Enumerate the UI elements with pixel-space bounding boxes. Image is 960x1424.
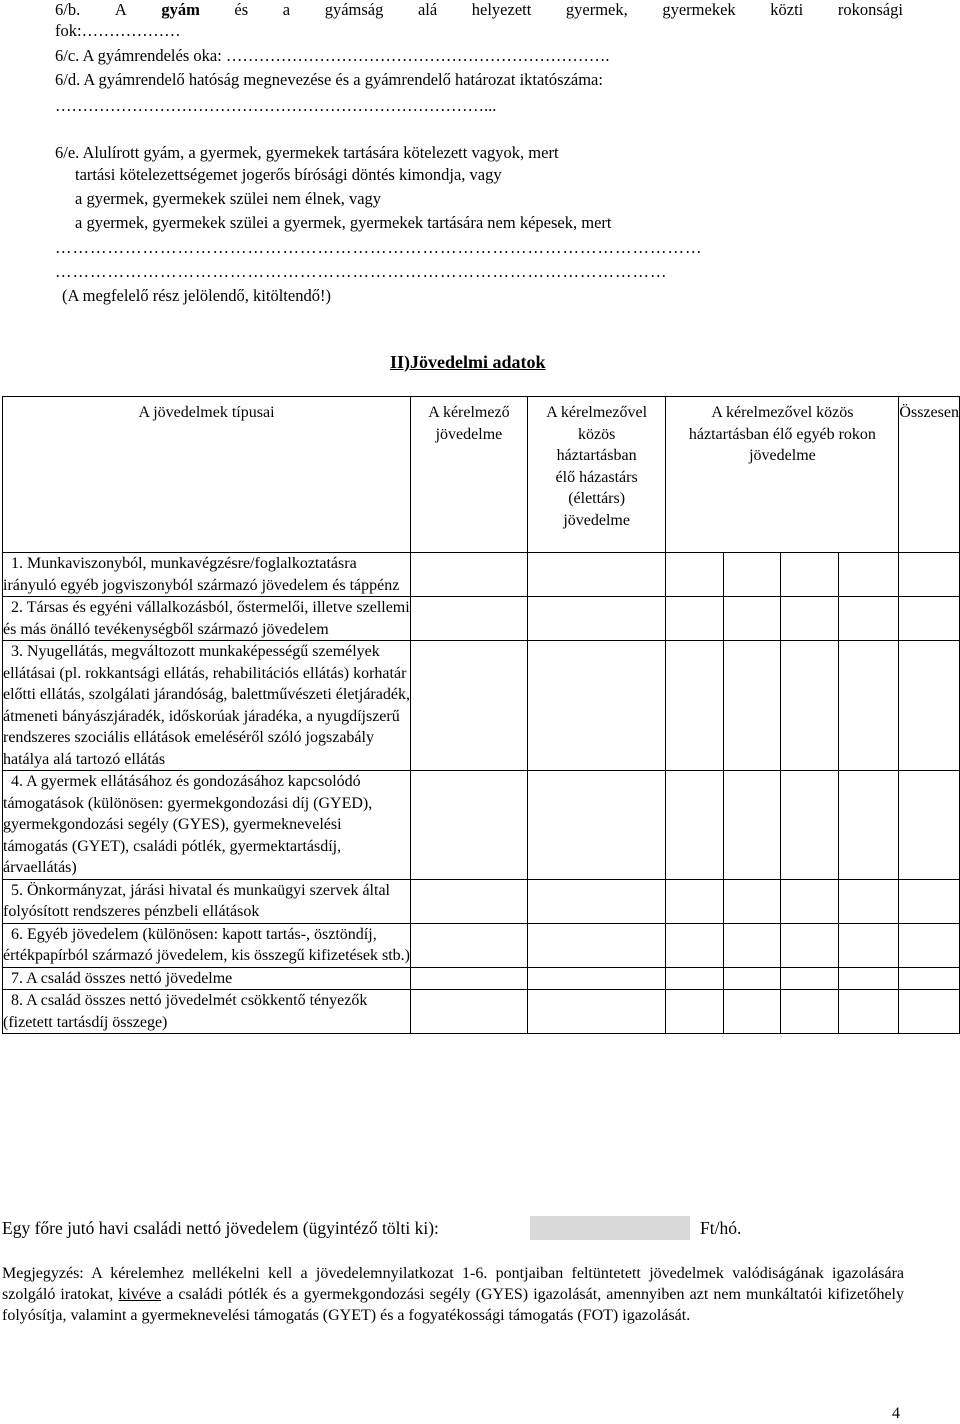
cell-applicant[interactable] bbox=[411, 641, 528, 771]
cell-relative[interactable] bbox=[723, 923, 780, 967]
row-label-4 bbox=[3, 771, 411, 880]
word: a bbox=[282, 0, 291, 19]
cell-relative[interactable] bbox=[666, 641, 723, 771]
cell-relative[interactable] bbox=[666, 923, 723, 967]
table-row bbox=[3, 990, 960, 1034]
row-label-text: 5. Önkormányzat, járási hivatal és munkaügyi szervek által folyósított rendszeres pénzbeli ellátások bbox=[3, 881, 390, 920]
section-6e-fill-line-2[interactable]: …………………………………………………………………………………………… bbox=[55, 262, 668, 281]
cell-total[interactable] bbox=[899, 771, 960, 880]
cell-relative[interactable] bbox=[780, 641, 838, 771]
cell-relative[interactable] bbox=[780, 771, 838, 880]
section-6b-line2[interactable]: fok:……………… bbox=[55, 21, 181, 40]
row-label-text: 3. Nyugellátás, megváltozott munkaképességű személyek ellátásai (pl. rokkantsági ellátás, rehabilitációs ellátás) korhatár előtti ellátás, szolgálati járandóság, balettművészeti életjáradék, átmeneti bányászjáradék, időskorúak járadéka, a nyugdíjszerű rendszeres szociális ellátások emeléséről szóló jogszabály hatálya alá tartozó ellátás bbox=[3, 643, 410, 768]
table-row bbox=[3, 597, 960, 641]
word: közti bbox=[770, 0, 804, 19]
cell-applicant[interactable] bbox=[411, 553, 528, 597]
cell-relative[interactable] bbox=[780, 597, 838, 641]
row-label-text: 7. A család összes nettó jövedelme bbox=[11, 969, 233, 987]
cell-total[interactable] bbox=[899, 990, 960, 1034]
section-6e-option-3[interactable]: a gyermek, gyermekek szülei a gyermek, gyermekek tartására nem képesek, mert bbox=[75, 213, 612, 232]
table-row bbox=[3, 553, 960, 597]
row-label-5 bbox=[3, 879, 411, 923]
cell-relative[interactable] bbox=[839, 597, 899, 641]
cell-spouse[interactable] bbox=[527, 967, 666, 990]
cell-applicant[interactable] bbox=[411, 879, 528, 923]
word: gyám bbox=[161, 0, 200, 19]
row-label-text: 2. Társas és egyéni vállalkozásból, őstermelői, illetve szellemi és más önálló tevékenységből származó jövedelem bbox=[3, 599, 410, 638]
cell-relative[interactable] bbox=[839, 641, 899, 771]
cell-relative[interactable] bbox=[839, 990, 899, 1034]
cell-relative[interactable] bbox=[839, 771, 899, 880]
table-row bbox=[3, 771, 960, 880]
per-capita-unit: Ft/hó. bbox=[700, 1218, 742, 1238]
cell-relative[interactable] bbox=[723, 879, 780, 923]
header-total: Összesen bbox=[899, 397, 960, 553]
header-relative-income: A kérelmezővel közös háztartásban élő egyéb rokon jövedelme bbox=[666, 397, 899, 553]
cell-relative[interactable] bbox=[723, 990, 780, 1034]
cell-relative[interactable] bbox=[780, 553, 838, 597]
table-row bbox=[3, 923, 960, 967]
per-capita-label: Egy főre jutó havi családi nettó jövedelem (ügyintéző tölti ki): bbox=[2, 1218, 439, 1238]
cell-relative[interactable] bbox=[666, 967, 723, 990]
cell-spouse[interactable] bbox=[527, 923, 666, 967]
section-6b-line1 bbox=[55, 0, 903, 20]
section-6e-note: (A megfelelő rész jelölendő, kitöltendő!) bbox=[62, 286, 331, 305]
section-6e-intro: 6/e. Alulírott gyám, a gyermek, gyermekek tartására kötelezett vagyok, mert bbox=[55, 143, 559, 162]
section-6c[interactable]: 6/c. A gyámrendelés oka: ……………………………………………………………. bbox=[55, 46, 610, 65]
cell-spouse[interactable] bbox=[527, 771, 666, 880]
cell-relative[interactable] bbox=[666, 771, 723, 880]
cell-relative[interactable] bbox=[723, 597, 780, 641]
cell-relative[interactable] bbox=[723, 967, 780, 990]
cell-applicant[interactable] bbox=[411, 967, 528, 990]
cell-spouse[interactable] bbox=[527, 553, 666, 597]
cell-relative[interactable] bbox=[839, 879, 899, 923]
cell-relative[interactable] bbox=[780, 990, 838, 1034]
section-6e-option-2[interactable]: a gyermek, gyermekek szülei nem élnek, vagy bbox=[75, 189, 382, 208]
section-6d: 6/d. A gyámrendelő hatóság megnevezése és a gyámrendelő határozat iktatószáma: bbox=[55, 70, 603, 89]
word: és bbox=[234, 0, 249, 19]
cell-spouse[interactable] bbox=[527, 597, 666, 641]
cell-relative[interactable] bbox=[723, 771, 780, 880]
row-label-text: 1. Munkaviszonyból, munkavégzésre/foglalkoztatásra irányuló egyéb jogviszonyból származó jövedelem és táppénz bbox=[3, 555, 400, 594]
row-label-text: 8. A család összes nettó jövedelmét csökkentő tényezők (fizetett tartásdíj összege) bbox=[3, 992, 368, 1031]
cell-relative[interactable] bbox=[839, 923, 899, 967]
cell-relative[interactable] bbox=[723, 641, 780, 771]
section-6d-fill-line[interactable]: ……………………………………………………………………... bbox=[55, 96, 497, 115]
cell-applicant[interactable] bbox=[411, 597, 528, 641]
per-capita-input[interactable] bbox=[530, 1216, 690, 1240]
cell-total[interactable] bbox=[899, 553, 960, 597]
note-text-before: Megjegyzés: A kérelemhez mellékelni kell a jövedelemnyilatkozat 1-6. pontjaiban feltüntetett jövedelmek valódiságának igazolására szolgáló iratokat, bbox=[2, 1265, 904, 1303]
word: alá bbox=[417, 0, 438, 19]
header-applicant-income: A kérelmező jövedelme bbox=[411, 397, 528, 553]
cell-applicant[interactable] bbox=[411, 990, 528, 1034]
table-row bbox=[3, 879, 960, 923]
cell-spouse[interactable] bbox=[527, 641, 666, 771]
section-6e-option-1[interactable]: tartási kötelezettségemet jogerős bírósági döntés kimondja, vagy bbox=[75, 165, 502, 184]
income-section-title: II)Jövedelmi adatok bbox=[390, 352, 546, 372]
cell-relative[interactable] bbox=[839, 553, 899, 597]
header-income-type: A jövedelmek típusai bbox=[3, 397, 411, 553]
table-row bbox=[3, 967, 960, 990]
row-label-text: 6. Egyéb jövedelem (különösen: kapott tartás-, ösztöndíj, értékpapírból származó jövedelem, kis összegű kifizetések stb.) bbox=[3, 925, 410, 964]
word: gyermekek bbox=[662, 0, 736, 19]
word: 6/b. bbox=[55, 0, 81, 19]
row-label-3 bbox=[3, 641, 411, 771]
cell-spouse[interactable] bbox=[527, 879, 666, 923]
cell-total[interactable] bbox=[899, 923, 960, 967]
header-spouse-income: A kérelmezővel közös háztartásban élő házastárs (élettárs) jövedelme bbox=[527, 397, 666, 553]
note-text-underlined: kivéve bbox=[118, 1286, 162, 1303]
cell-relative[interactable] bbox=[839, 967, 899, 990]
income-table-header-row bbox=[3, 397, 960, 553]
word: gyámság bbox=[324, 0, 384, 19]
income-table bbox=[2, 396, 960, 1034]
cell-relative[interactable] bbox=[780, 879, 838, 923]
row-label-7 bbox=[3, 967, 411, 990]
row-label-text: 4. A gyermek ellátásához és gondozásához kapcsolódó támogatások (különösen: gyermekgondozási díj (GYED), gyermekgondozási segély (GYES), gyermeknevelési támogatás (GYET), családi pótlék, gyermektartásdíj, árvaellátás) bbox=[3, 773, 373, 876]
note-paragraph bbox=[2, 1263, 904, 1326]
cell-relative[interactable] bbox=[723, 553, 780, 597]
word: gyermek, bbox=[565, 0, 628, 19]
note-text-after: a családi pótlék és a gyermekgondozási segély (GYES) igazolását, amennyiben azt nem munkáltatói kifizetőhely folyósítja, valamint a gyermeknevelési támogatás (GYET) és a fogyatékossági támogatás (FOT) igazolását. bbox=[2, 1286, 905, 1324]
cell-relative[interactable] bbox=[780, 967, 838, 990]
section-6e-fill-line-1[interactable]: ………………………………………………………………………………………………… bbox=[55, 238, 703, 257]
word: helyezett bbox=[471, 0, 532, 19]
cell-applicant[interactable] bbox=[411, 923, 528, 967]
word: A bbox=[114, 0, 127, 19]
cell-relative[interactable] bbox=[666, 990, 723, 1034]
row-label-2 bbox=[3, 597, 411, 641]
table-row bbox=[3, 641, 960, 771]
cell-spouse[interactable] bbox=[527, 990, 666, 1034]
cell-relative[interactable] bbox=[780, 923, 838, 967]
cell-relative[interactable] bbox=[666, 879, 723, 923]
page-number: 4 bbox=[892, 1405, 900, 1422]
word: rokonsági bbox=[837, 0, 903, 19]
row-label-6 bbox=[3, 923, 411, 967]
cell-total[interactable] bbox=[899, 879, 960, 923]
row-label-1 bbox=[3, 553, 411, 597]
cell-relative[interactable] bbox=[666, 553, 723, 597]
cell-relative[interactable] bbox=[666, 597, 723, 641]
cell-total[interactable] bbox=[899, 967, 960, 990]
cell-total[interactable] bbox=[899, 597, 960, 641]
cell-applicant[interactable] bbox=[411, 771, 528, 880]
row-label-8 bbox=[3, 990, 411, 1034]
cell-total[interactable] bbox=[899, 641, 960, 771]
